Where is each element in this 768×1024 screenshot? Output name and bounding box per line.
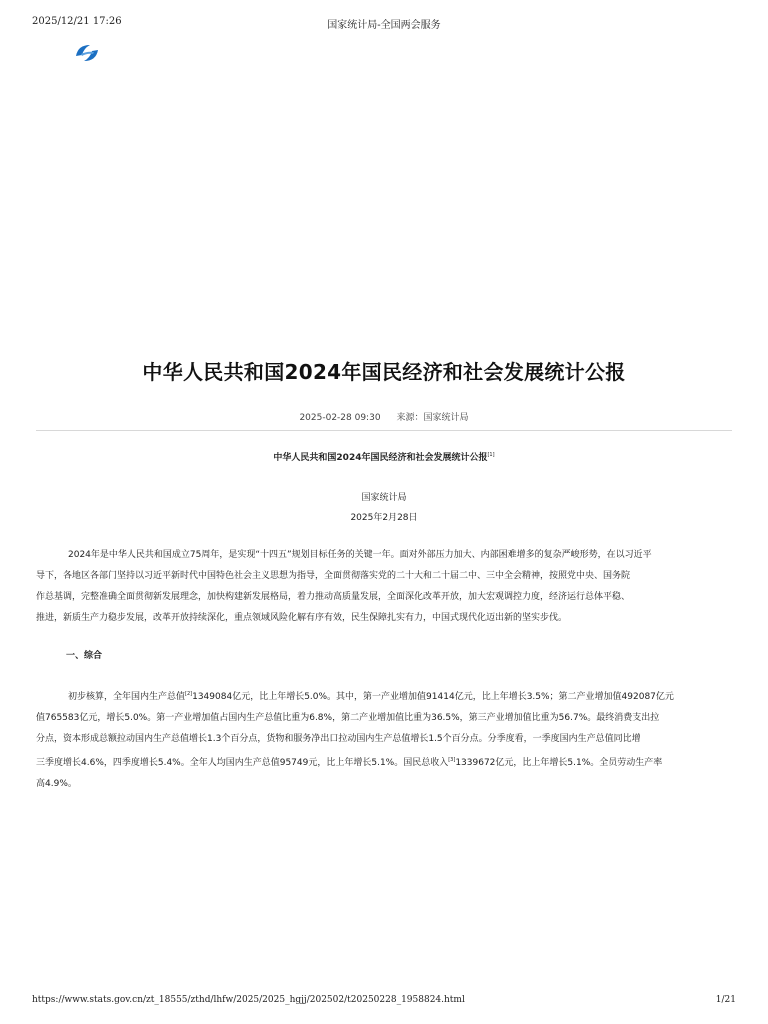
paragraph-line (36, 774, 732, 795)
paragraph-line: 推进，新质生产力稳步发展，改革开放持续深化，重点领域风险化解有序有效，民生保障扎实有力，中国式现代化迈出新的坚实步伐。 (36, 613, 568, 623)
page-url: https://www.stats.gov.cn/zt_18555/zthd/lhfw/2025/2025_hgjj/202502/t20250228_1958824.html (32, 995, 465, 1005)
footnote-ref[interactable]: [2] (185, 691, 193, 697)
paragraph-line: 2024年是中华人民共和国成立75周年，是实现“十四五”规划目标任务的关键一年。面对外部压力加大、内部困难增多的复杂严峻形势，在以习近平 (68, 550, 652, 560)
line-text: 分点，资本形成总额拉动国内生产总值增长1.3个百分点，货物和服务净出口拉动国内生产总值增长1.5个百分点。分季度看，一季度国内生产总值同比增 (36, 734, 641, 744)
paragraph-line (36, 684, 732, 708)
nbs-logo-icon[interactable] (72, 42, 102, 64)
line-text: 三季度增长4.6%，四季度增长5.4%。全年人均国内生产总值95749元，比上年增长5.1%。国民总收入 (36, 758, 449, 768)
article-meta (0, 410, 768, 423)
line-text: 1339672亿元，比上年增长5.1%。全员劳动生产率 (455, 758, 663, 768)
paragraph-line (36, 729, 732, 750)
print-footer (32, 995, 736, 1009)
print-page-title: 国家统计局-全国两会服务 (327, 20, 441, 31)
bulletin-subtitle-text: 中华人民共和国2024年国民经济和社会发展统计公报 (273, 453, 488, 463)
print-timestamp: 2025/12/21 17:26 (32, 16, 122, 27)
intro-paragraph (36, 545, 732, 629)
footnote-ref[interactable]: [1] (487, 452, 495, 458)
bulletin-date: 2025年2月28日 (350, 513, 418, 523)
article-title: 中华人民共和国2024年国民经济和社会发展统计公报 (142, 360, 626, 384)
gdp-paragraph (36, 684, 732, 795)
section-heading: 一、综合 (66, 651, 103, 661)
article-source: 来源：国家统计局 (396, 413, 469, 423)
paragraph-line (36, 708, 732, 729)
article-body (36, 440, 732, 860)
line-text: 高4.9%。 (36, 779, 77, 789)
paragraph-line: 导下，各地区各部门坚持以习近平新时代中国特色社会主义思想为指导，全面贯彻落实党的二十大和二十届二中、三中全会精神，按照党中央、国务院 (36, 571, 631, 581)
bulletin-issuer: 国家统计局 (361, 493, 407, 503)
footnote-ref[interactable]: [3] (448, 757, 456, 763)
line-text: 初步核算，全年国内生产总值 (68, 692, 186, 702)
bulletin-subtitle (36, 450, 732, 463)
publish-date: 2025-02-28 09:30 (299, 413, 381, 423)
print-header (32, 16, 736, 32)
page-number: 1/21 (715, 995, 736, 1005)
line-text: 值765583亿元，增长5.0%。第一产业增加值占国内生产总值比重为6.8%，第二产业增加值比重为36.5%，第三产业增加值比重为56.7%。最终消费支出拉 (36, 713, 660, 723)
line-text: 1349084亿元，比上年增长5.0%。其中，第一产业增加值91414亿元，比上年增长3.5%；第二产业增加值492087亿元 (192, 692, 674, 702)
title-divider (36, 430, 732, 431)
paragraph-line: 作总基调，完整准确全面贯彻新发展理念，加快构建新发展格局，着力推动高质量发展，全面深化改革开放，加大宏观调控力度，经济运行总体平稳、 (36, 592, 631, 602)
paragraph-line (36, 750, 732, 774)
